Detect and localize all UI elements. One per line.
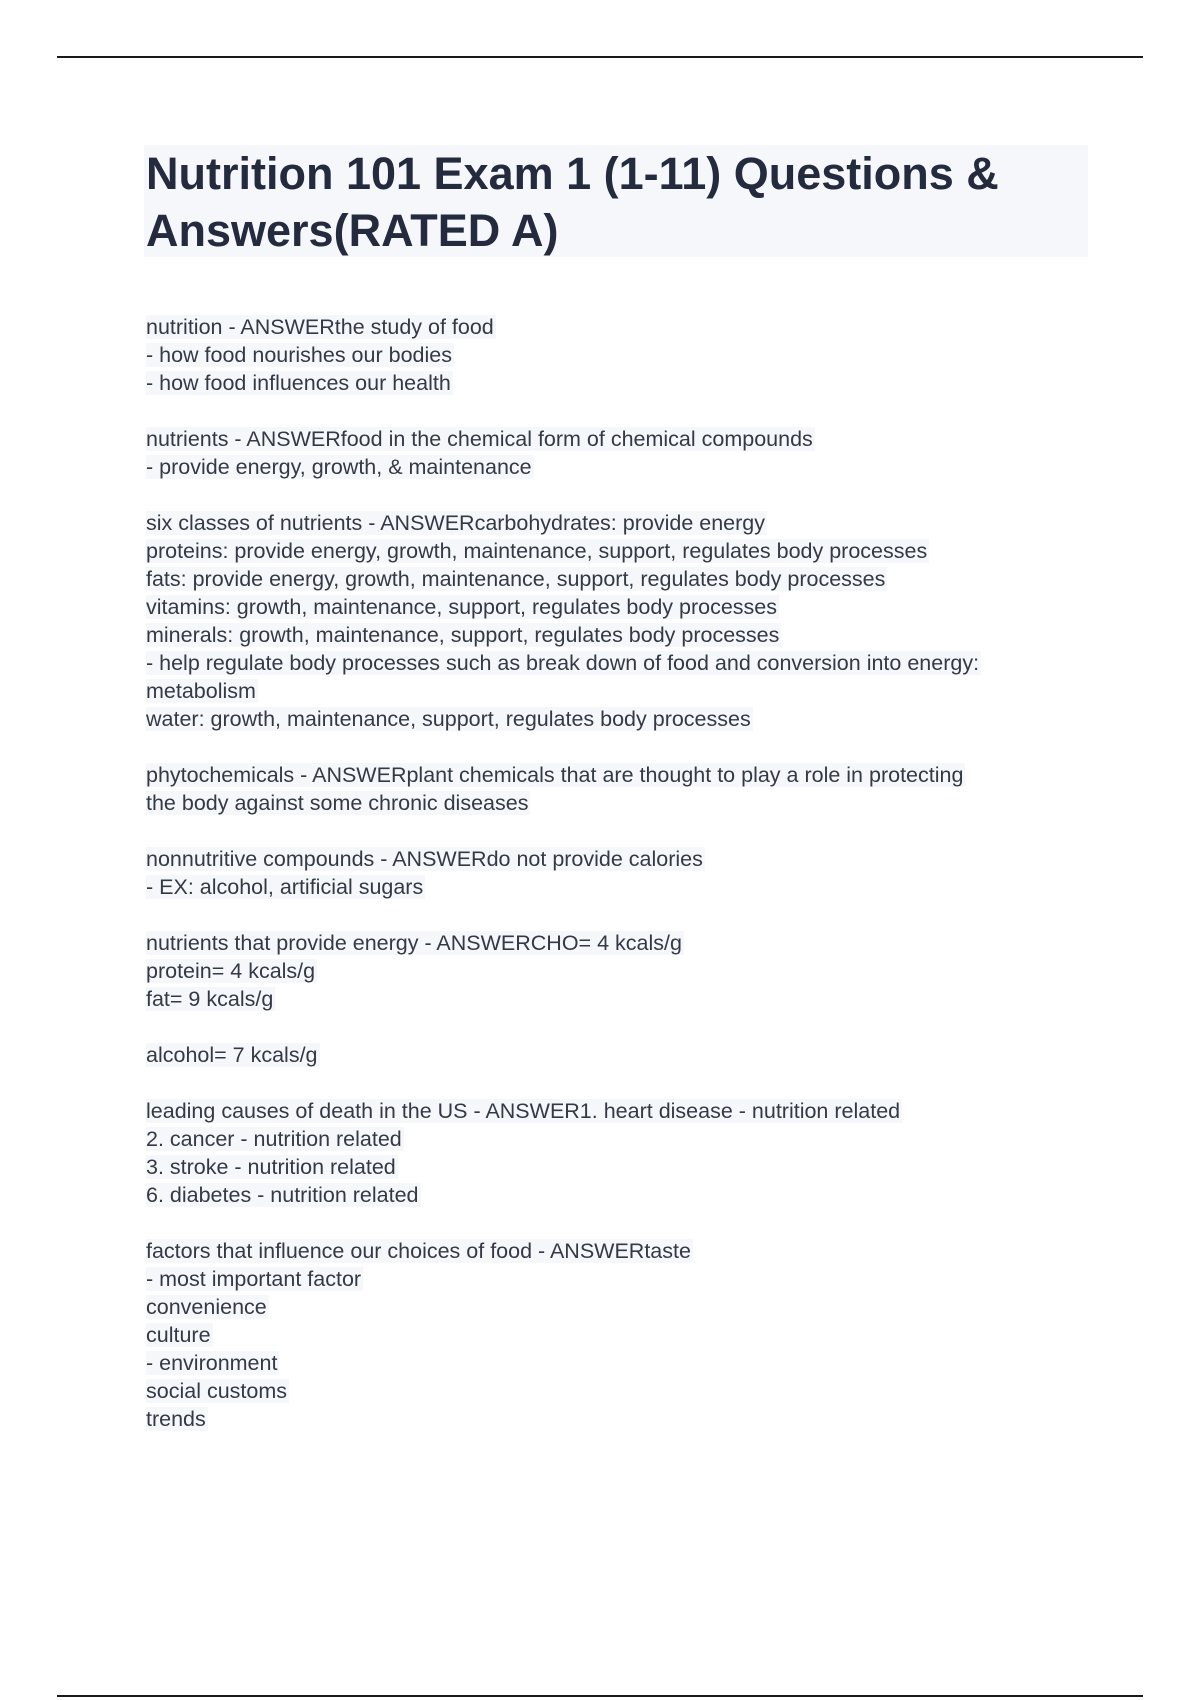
- qa-line: - most important factor: [146, 1267, 362, 1291]
- blank-line: [146, 1013, 1096, 1041]
- bottom-rule: [57, 1695, 1143, 1697]
- qa-line: - provide energy, growth, & maintenance: [146, 455, 532, 479]
- qa-line: social customs: [146, 1379, 287, 1403]
- qa-line: protein= 4 kcals/g: [146, 959, 316, 983]
- qa-line: nutrients that provide energy - ANSWERCHO= 4 kcals/g: [146, 931, 682, 955]
- qa-entry-nutrients: [146, 425, 1096, 481]
- qa-line: - EX: alcohol, artificial sugars: [146, 875, 424, 899]
- qa-line: factors that influence our choices of food - ANSWERtaste: [146, 1239, 691, 1263]
- qa-line: alcohol= 7 kcals/g: [146, 1043, 318, 1067]
- qa-line: 6. diabetes - nutrition related: [146, 1183, 419, 1207]
- qa-line: fats: provide energy, growth, maintenance, support, regulates body processes: [146, 567, 886, 591]
- qa-entry-nonnutritive: [146, 845, 1096, 901]
- qa-line: trends: [146, 1407, 206, 1431]
- qa-entry-causes-of-death: [146, 1097, 1096, 1209]
- qa-entry-energy-nutrients: [146, 929, 1096, 1069]
- qa-line: nutrition - ANSWERthe study of food: [146, 315, 494, 339]
- qa-line: - how food influences our health: [146, 371, 451, 395]
- qa-line: 2. cancer - nutrition related: [146, 1127, 402, 1151]
- qa-line: metabolism: [146, 679, 256, 703]
- qa-line: proteins: provide energy, growth, maintenance, support, regulates body processes: [146, 539, 928, 563]
- qa-line: culture: [146, 1323, 211, 1347]
- top-rule: [57, 56, 1143, 58]
- qa-entry-nutrition: [146, 313, 1096, 397]
- qa-line: - how food nourishes our bodies: [146, 343, 452, 367]
- qa-line: - environment: [146, 1351, 278, 1375]
- qa-line: nonnutritive compounds - ANSWERdo not provide calories: [146, 847, 703, 871]
- qa-line: water: growth, maintenance, support, regulates body processes: [146, 707, 751, 731]
- qa-line: convenience: [146, 1295, 267, 1319]
- qa-line: vitamins: growth, maintenance, support, regulates body processes: [146, 595, 777, 619]
- qa-line: nutrients - ANSWERfood in the chemical form of chemical compounds: [146, 427, 813, 451]
- qa-line: phytochemicals - ANSWERplant chemicals that are thought to play a role in protecting: [146, 763, 964, 787]
- qa-line: fat= 9 kcals/g: [146, 987, 274, 1011]
- qa-entry-six-classes: [146, 509, 1096, 733]
- qa-line: six classes of nutrients - ANSWERcarbohydrates: provide energy: [146, 511, 765, 535]
- qa-entry-phytochemicals: [146, 761, 1096, 817]
- qa-line: - help regulate body processes such as break down of food and conversion into energy:: [146, 651, 980, 675]
- qa-list: [146, 313, 1096, 1461]
- qa-line: the body against some chronic diseases: [146, 791, 529, 815]
- qa-line: leading causes of death in the US - ANSWER1. heart disease - nutrition related: [146, 1099, 901, 1123]
- document-title: Nutrition 101 Exam 1 (1-11) Questions & Answers(RATED A): [146, 148, 999, 256]
- qa-line: minerals: growth, maintenance, support, regulates body processes: [146, 623, 780, 647]
- qa-entry-food-choices: [146, 1237, 1096, 1433]
- qa-line: 3. stroke - nutrition related: [146, 1155, 396, 1179]
